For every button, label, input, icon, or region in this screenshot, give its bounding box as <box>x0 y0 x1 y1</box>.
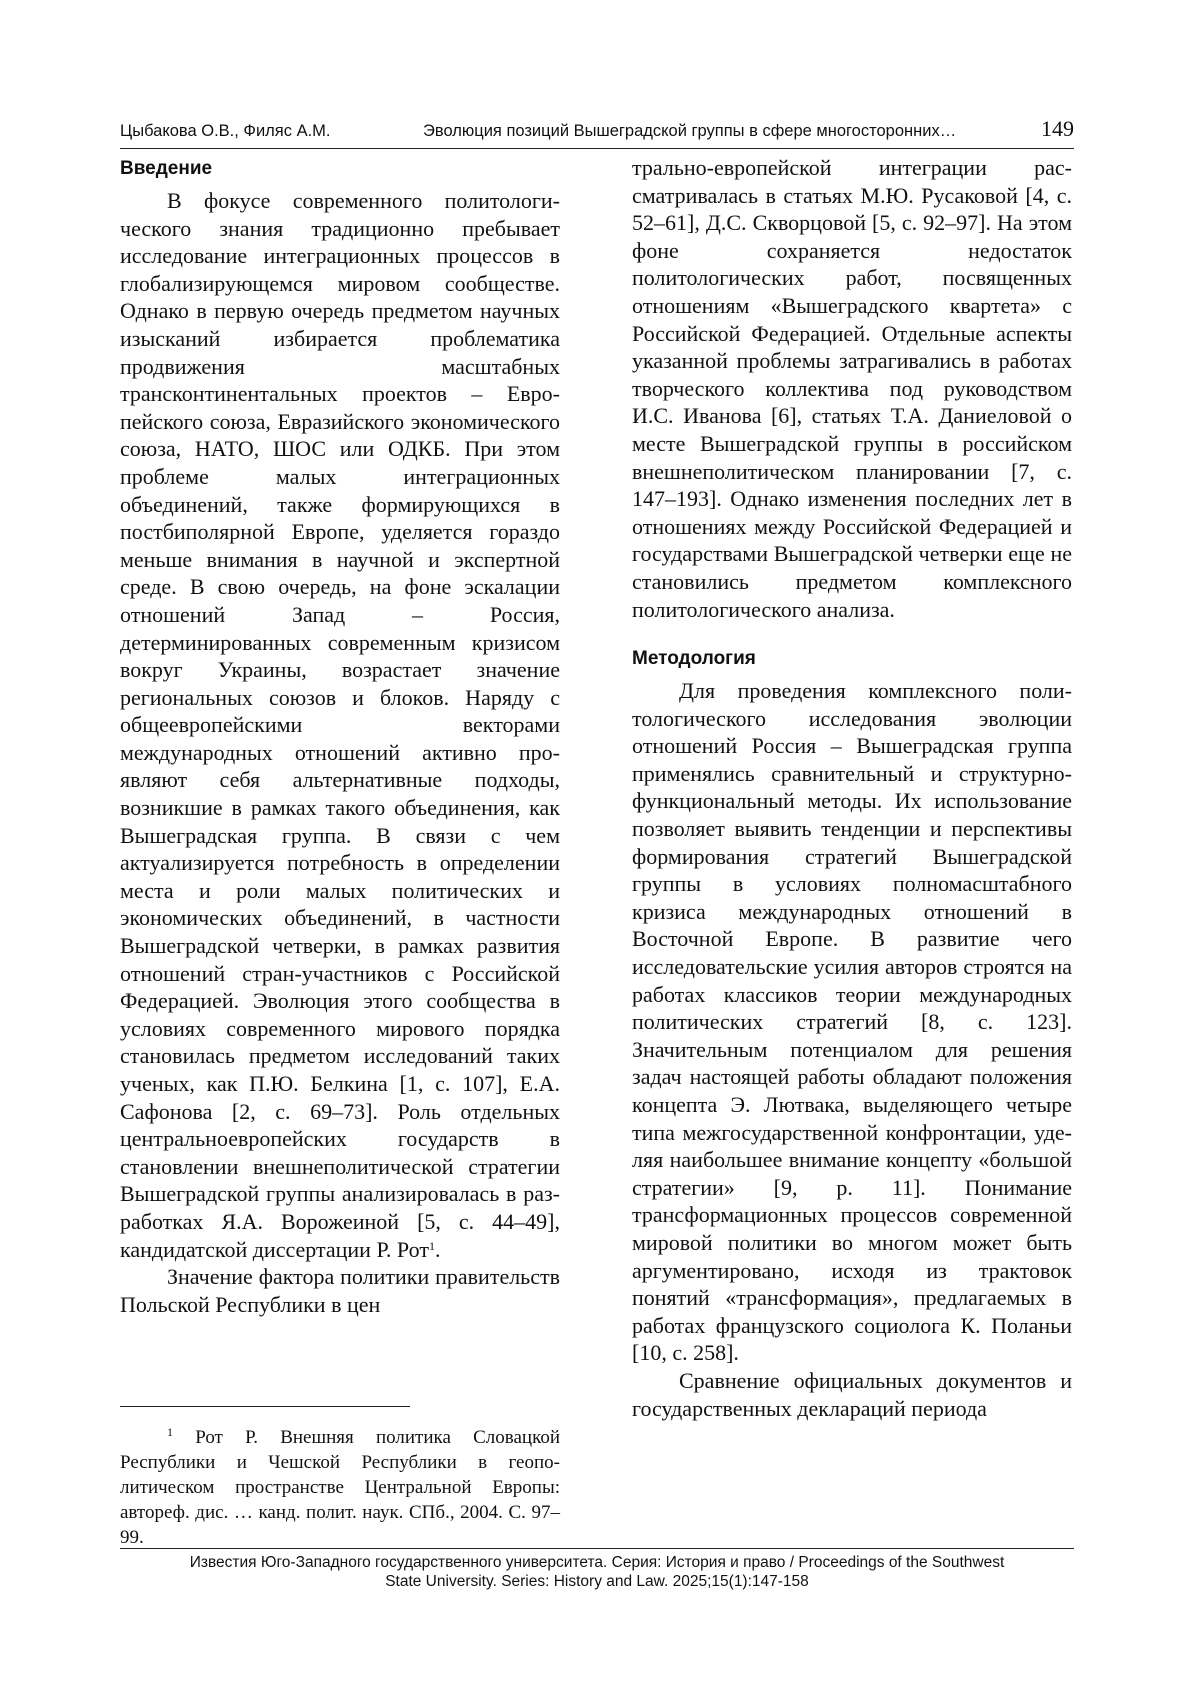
header-title: Эволюция позиций Вышеградской группы в сфере многосторонних… <box>423 122 957 140</box>
intro-paragraph-2: Значение фактора политики правительств Польской Республики в цен <box>120 1264 560 1317</box>
intro-paragraph-continued: трально-европейской интеграции рассматривалась в статьях М.Ю. Русаковой [4, с. 52–61], Д.С. Скворцовой [5, с. 92–97]. На этом фоне сохраняется недостаток политологических работ, посвященных отношениям «Вышеградского квартета» с Российской Федерацией. Отдельные аспекты указанной проблемы затрагивались в работах творческого коллектива под руководством И.С. Иванова [6], статьях Т.А. Даниеловой о месте Вышеградской группы в российском внешнеполитическом планировании [7, с. 147–193]. Однако изменения последних лет в отношениях между Российской Федерацией и государствами Вышеградской четверки еще не становились предметом комплексного политологического анализа. <box>632 155 1072 622</box>
footnote <box>120 1425 560 1550</box>
header-authors: Цыбакова О.В., Филяс А.М. <box>120 122 331 140</box>
methodology-paragraph-2: Сравнение официальных документов и государственных деклараций периода <box>632 1367 1072 1421</box>
footnote-number: 1 <box>167 1425 173 1439</box>
footer-separator <box>120 1548 1074 1549</box>
journal-footer <box>120 1553 1074 1591</box>
intro-paragraph-text: В фокусе современного политологического знания традиционно пребывает исследование интеграционных процессов в глобализирующемся мировом сообществе. Однако в первую очередь предметом научных изысканий избирается проблематика продвижения масштабных трансконтинентальных проектов – Европейского союза, Евразийского экономического союза, НАТО, ШОС или ОДКБ. При этом проблеме малых интеграционных объединений, также формирующихся в постбиполярной Европе, уделяется гораздо меньше внимания в научной и экспертной среде. В свою очередь, на фоне эскалации отношений Запад – Россия, детерминированных современным кризисом вокруг Украины, возрастает значение региональных союзов и блоков. Наряду с общеевропейскими векторами международных отношений активно проявляют себя альтернативные подходы, возникшие в рамках такого объединения, как Вышеградская группа. В связи с чем актуализируется потребность в определении места и роли малых политических и экономических объединений, в частности Вышеградской четверки, в рамках развития отношений стран-участников с Российской Федерацией. Эволюция этого сообщества в условиях современного мирового порядка становилась предметом исследований таких ученых, как П.Ю. Белкина [1, с. 107], Е.А. Сафонова [2, с. 69–73]. Роль отдельных центральноевропейских государств в становлении внешнеполитической стратегии Вышеградской группы анализировалась в разработках Я.А. Ворожеиной [5, с. 44–49], кандидатской диссертации Р. Рот <box>120 188 560 1262</box>
footnote-separator <box>120 1406 410 1407</box>
footnote-text: Рот Р. Внешняя политика Словацкой Республики и Чешской Республики в геополитическом пространстве Центральной Европы: автореф. дис. … канд. полит. наук. СПб., 2004. С. 97–99. <box>120 1427 561 1548</box>
section-heading-introduction: Введение <box>120 158 213 179</box>
section-heading-methodology: Методология <box>632 648 756 670</box>
intro-paragraph <box>120 187 560 1263</box>
footnote-ref[interactable]: 1 <box>428 1238 435 1253</box>
footer-line-2: State University. Series: History and Law. 2025;15(1):147-158 <box>385 1573 809 1590</box>
footer-line-1: Известия Юго-Западного государственного университета. Серия: История и право / Proceedings of the Southwest <box>189 1554 1005 1571</box>
intro-paragraph-end: . <box>434 1236 441 1262</box>
section-gap <box>632 623 1072 645</box>
page-number: 149 <box>1041 116 1074 141</box>
right-column <box>632 154 1072 1422</box>
left-column <box>120 155 560 1318</box>
running-header <box>120 116 1074 149</box>
methodology-paragraph: Для проведения комплексного политологического исследования эволюции отношений Россия – Вышеградская группа применялись сравнительный и структурно-функциональный методы. Их использование позволяет выявить тенденции и перспективы формирования стратегий Вышеградской группы в условиях полномасштабного кризиса международных отношений в Восточной Европе. В развитие чего исследовательские усилия авторов строятся на работах классиков теории международных политических стратегий [8, с. 123]. Значительным потенциалом для решения задач настоящей работы обладают положения концепта Э. Лютвака, выделяющего четыре типа межгосударственной конфронтации, уделяя наибольшее внимание концепту «большой стратегии» [9, p. 11]. Понимание трансформационных процессов современной мировой политики во многом может быть аргументировано, исходя из трактовок понятий «трансформация», предлагаемых в работах французского социолога К. Поланьи [10, с. 258]. <box>632 678 1072 1366</box>
